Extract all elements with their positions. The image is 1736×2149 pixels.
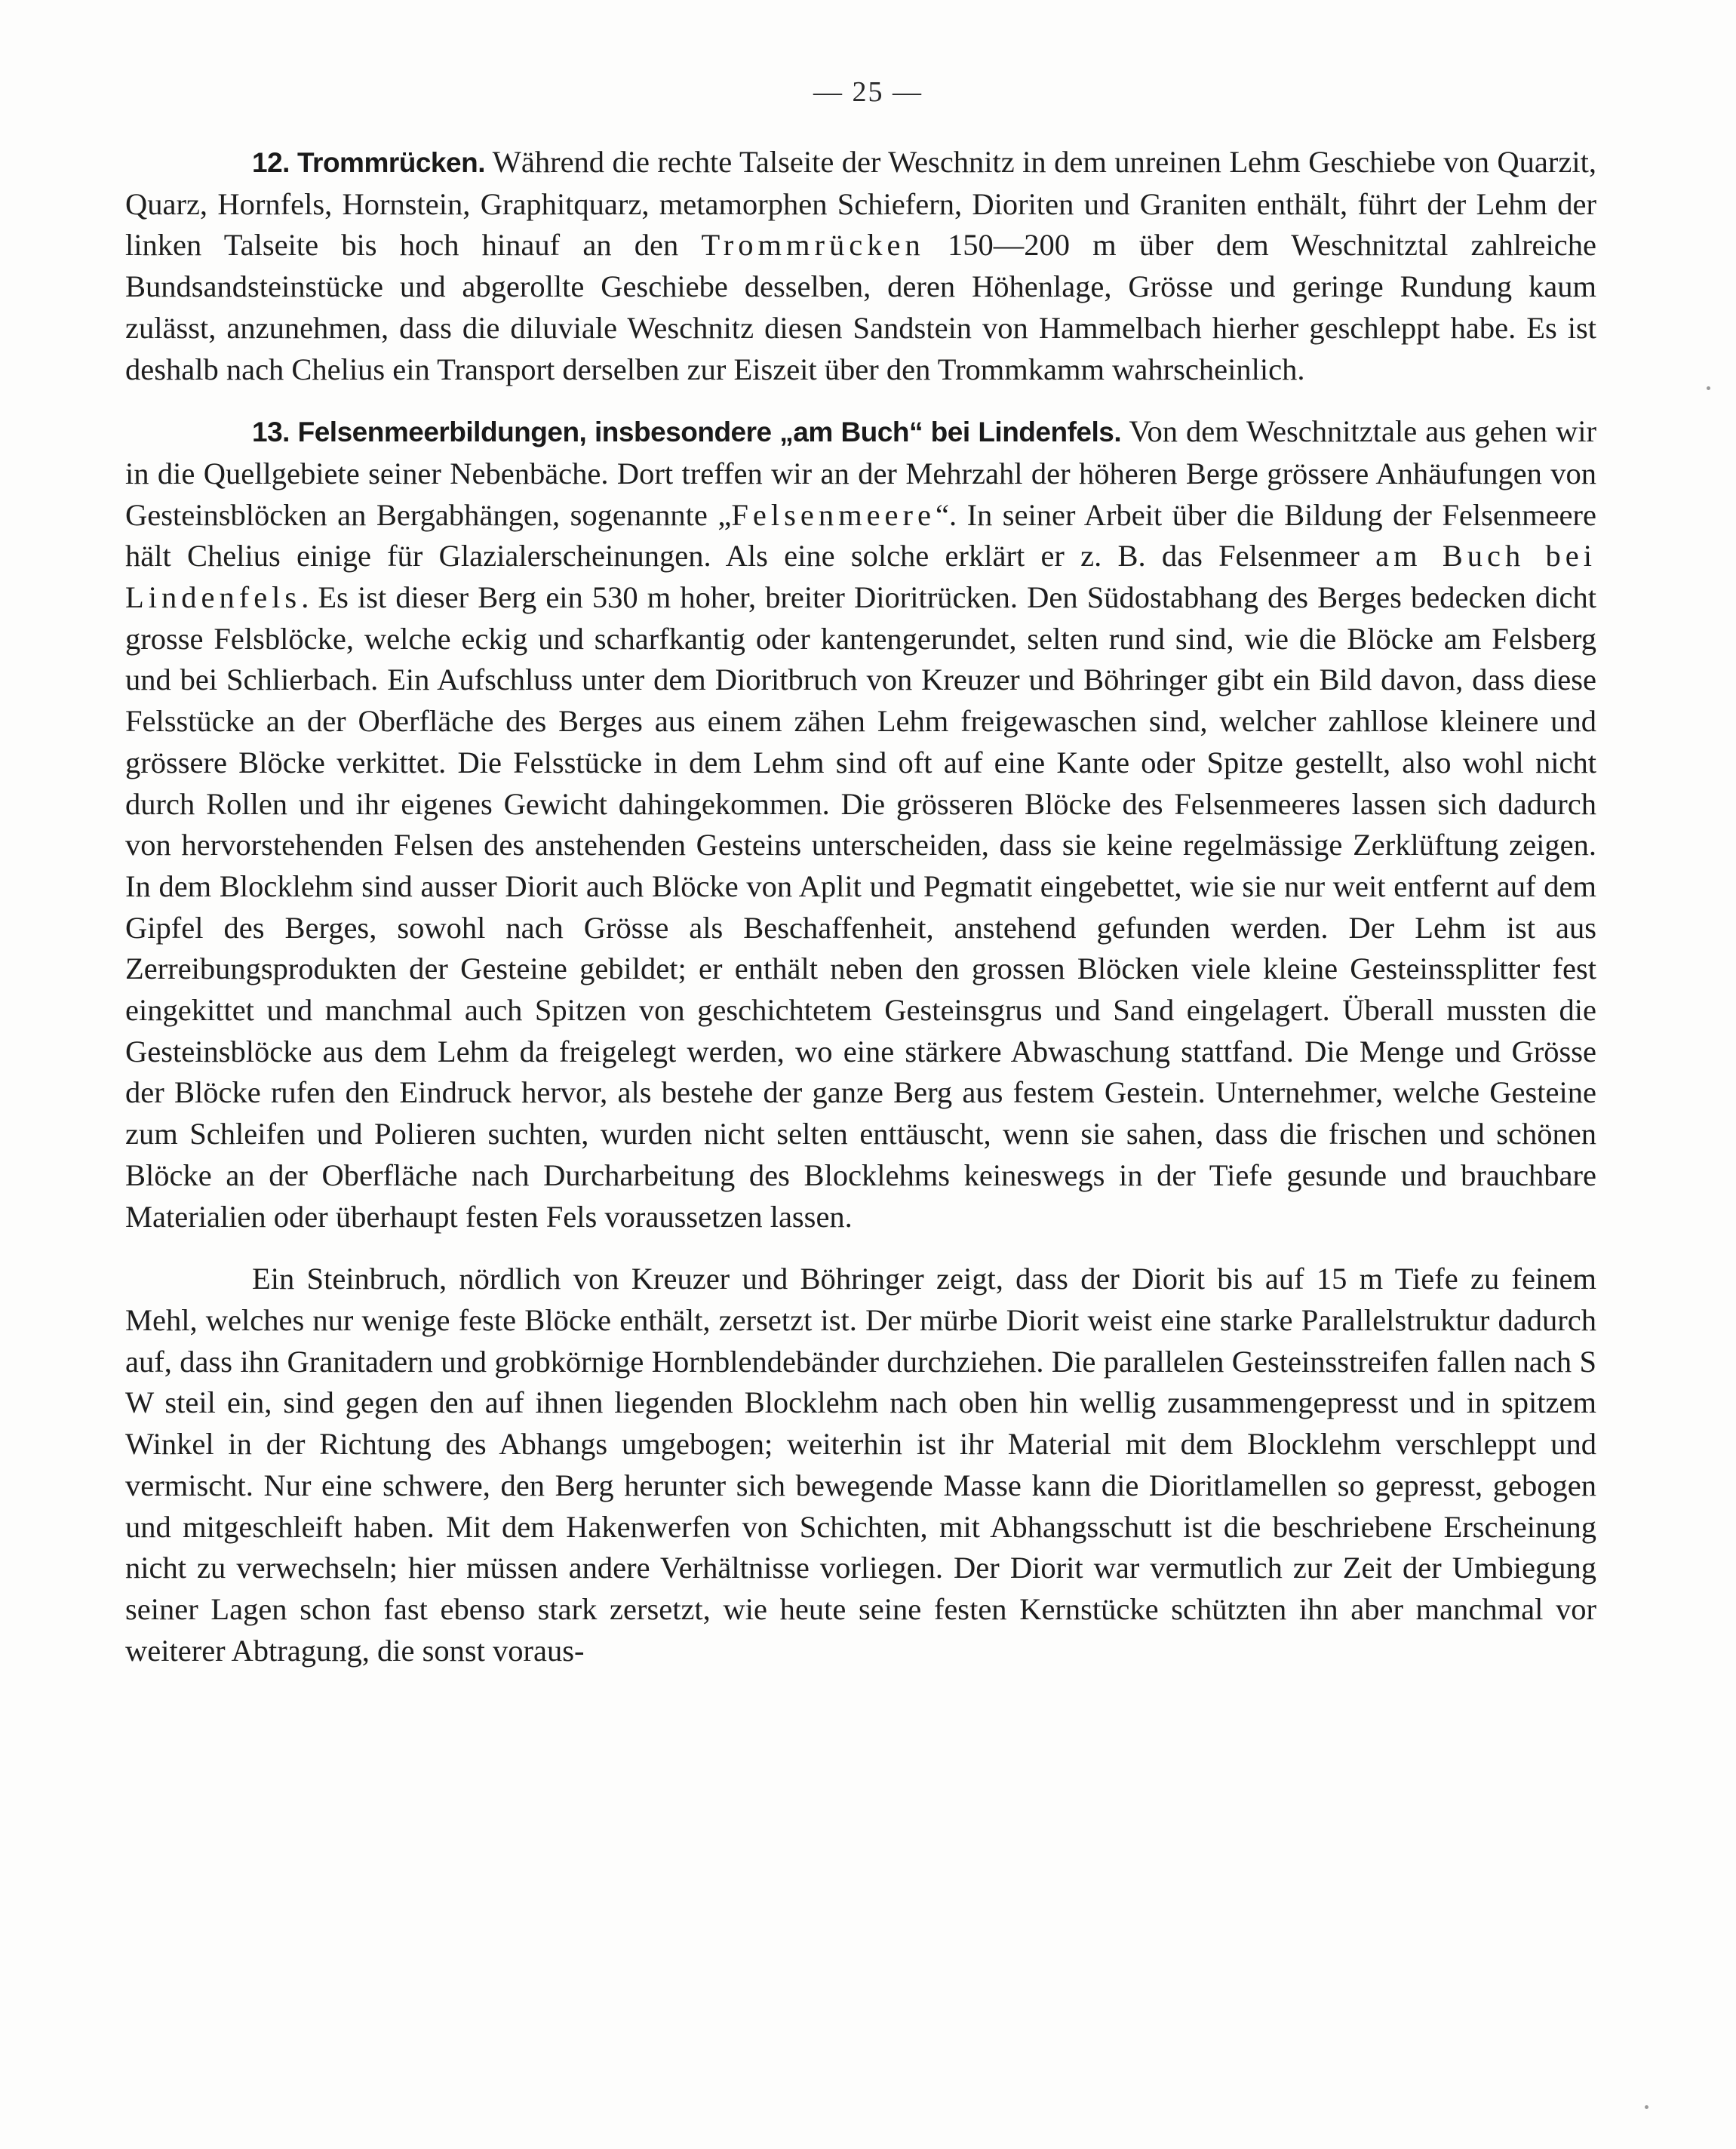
- emphasized-term: am Buch bei Lindenfels: [125, 539, 1596, 615]
- page-number: — 25 —: [813, 76, 923, 108]
- paragraph-steinbruch: [125, 1259, 1596, 1671]
- emphasized-term: Felsenmeere: [731, 497, 936, 532]
- scan-speck-mark: [1645, 2105, 1648, 2109]
- emphasized-term: Trommrücken: [701, 228, 925, 263]
- paragraph-text: 150—200 m über dem Weschnitztal zahlreiche Bundsandsteinstücke und abgerollte Geschiebe desselben, deren Höhenlage, Grösse und geringe Rundung kaum zulässt, anzunehmen, dass die diluviale Weschnitz diesen Sandstein von Hammelbach hierher geschleppt habe. Es ist deshalb nach Chelius ein Transport derselben zur Eiszeit über den Trommkamm wahrscheinlich.: [125, 228, 1596, 386]
- section-paragraph-felsenmeer: [125, 411, 1596, 1237]
- section-paragraph-trommruecken: [125, 142, 1596, 390]
- paragraph-text: Ein Steinbruch, nördlich von Kreuzer und Böhringer zeigt, dass der Diorit bis auf 15 m Tiefe zu feinem Mehl, welches nur wenige feste Blöcke enthält, zersetzt ist. Der mürbe Diorit weist eine starke Parallelstruktur dadurch auf, dass ihn Granitadern und grobkörnige Hornblendebänder durchziehen. Die parallelen Gesteinsstreifen fallen nach S W steil ein, sind gegen den auf ihnen liegenden Blocklehm nach oben hin wellig zusammengepresst und in spitzem Winkel in der Richtung des Abhangs umgebogen; weiterhin ist ihr Material mit dem Blocklehm verschleppt und vermischt. Nur eine schwere, den Berg herunter sich bewegende Masse kann die Dioritlamellen so gepresst, gebogen und mitgeschleift haben. Mit dem Hakenwerfen von Schichten, mit Abhangsschutt ist die beschriebene Erscheinung nicht zu verwechseln; hier müssen andere Verhältnisse vorliegen. Der Diorit war vermutlich zur Zeit der Umbiegung seiner Lagen schon fast ebenso stark zersetzt, wie heute seine festen Kernstücke schützten ihn aber manchmal vor weiterer Abtragung, die sonst voraus-: [125, 1262, 1596, 1668]
- scan-speck-mark: [1707, 386, 1710, 390]
- section-title: 13. Felsenmeerbildungen, insbesondere „am Buch“ bei Lindenfels.: [252, 417, 1122, 448]
- paragraph-text: Von dem Weschnitztale aus gehen wir in die Quellgebiete seiner Nebenbäche. Dort treffen wir an der Mehrzahl der höheren Berge grössere Anhäufungen von Gesteinsblöcken an Bergabhängen, sogenannte „: [125, 414, 1596, 532]
- paragraph-text: Während die rechte Talseite der Weschnitz in dem unreinen Lehm Geschiebe von Quarzit, Quarz, Hornfels, Hornstein, Graphitquarz, metamorphen Schiefern, Dioriten und Graniten enthält, führt der Lehm der linken Talseite bis hoch hinauf an den: [125, 145, 1596, 263]
- section-title: 12. Trommrücken.: [252, 147, 485, 178]
- paragraph-text: . Es ist dieser Berg ein 530 m hoher, breiter Dioritrücken. Den Südostabhang des Berges bedecken dicht grosse Felsblöcke, welche eckig und scharfkantig oder kantengerundet, selten rund sind, wie die Blöcke am Felsberg und bei Schlierbach. Ein Aufschluss unter dem Dioritbruch von Kreuzer und Böhringer gibt ein Bild davon, dass diese Felsstücke an der Oberfläche des Berges aus einem zähen Lehm freigewaschen sind, welcher zahllose kleinere und grössere Blöcke verkittet. Die Felsstücke in dem Lehm sind oft auf eine Kante oder Spitze gestellt, also wohl nicht durch Rollen und ihr eigenes Gewicht dahingekommen. Die grösseren Blöcke des Felsenmeeres lassen sich dadurch von hervorstehenden Felsen des anstehenden Gesteins unterscheiden, dass sie keine regelmässige Zerklüftung zeigen. In dem Blocklehm sind ausser Diorit auch Blöcke von Aplit und Pegmatit eingebettet, wie sie nur weit entfernt auf dem Gipfel des Berges, sowohl nach Grösse als Beschaffenheit, anstehend gefunden werden. Der Lehm ist aus Zerreibungsprodukten der Gesteine gebildet; er enthält neben den grossen Blöcken viele kleine Gesteinssplitter fest eingekittet und manchmal auch Spitzen von geschichtetem Gesteinsgrus und Sand eingelagert. Überall mussten die Gesteinsblöcke aus dem Lehm da freigelegt werden, wo eine stärkere Abwaschung stattfand. Die Menge und Grösse der Blöcke rufen den Eindruck hervor, als bestehe der ganze Berg aus festem Gestein. Unternehmer, welche Gesteine zum Schleifen und Polieren suchten, wurden nicht selten enttäuscht, wenn sie sahen, dass die frischen und schönen Blöcke an der Oberfläche nach Durcharbeitung des Blocklehms keineswegs in der Tiefe gesunde und brauchbare Materialien oder überhaupt festen Fels voraussetzen lassen.: [125, 580, 1596, 1234]
- paragraph-text: “. In seiner Arbeit über die Bildung der Felsenmeere hält Chelius einige für Glazialerscheinungen. Als eine solche erklärt er z. B. das Felsenmeer: [125, 497, 1596, 573]
- body-text: [125, 142, 1596, 1671]
